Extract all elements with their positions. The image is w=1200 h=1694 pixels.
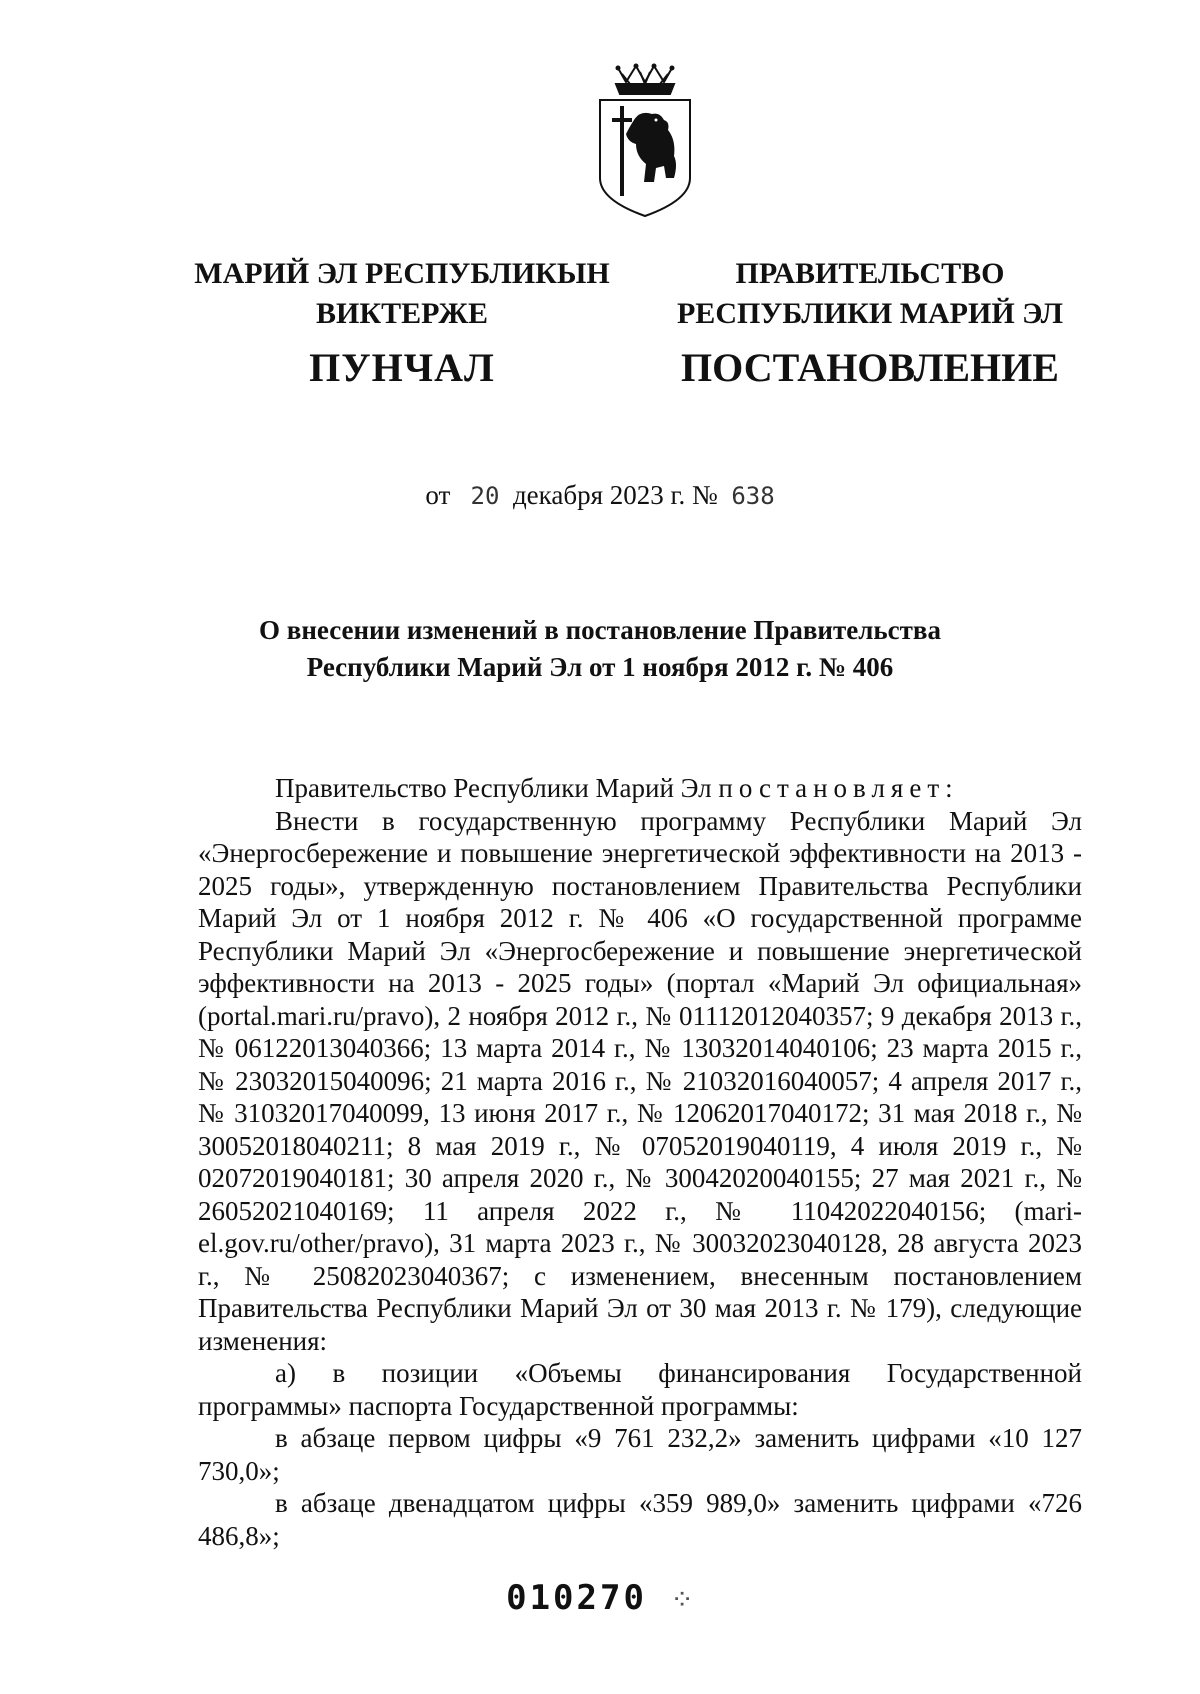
header-left-line1: МАРИЙ ЭЛ РЕСПУБЛИКЫН — [194, 257, 610, 290]
document-title — [0, 612, 1200, 686]
intro-paragraph — [198, 772, 1082, 805]
paragraph-item-a: а) в позиции «Объемы финансирования Государственной программы» паспорта Государственной программы: — [198, 1358, 1082, 1421]
intro-decree-word: постановляет: — [718, 773, 959, 803]
date-month-year: декабря 2023 г. № — [512, 480, 718, 510]
header-right-title: ПОСТАНОВЛЕНИЕ — [681, 345, 1059, 390]
document-date-line — [0, 480, 1200, 511]
header-left-title: ПУНЧАЛ — [309, 345, 495, 390]
coat-of-arms-emblem — [590, 60, 700, 220]
serial-number-stamp — [0, 1578, 1200, 1618]
stamp-mark-icon: ⁘ — [670, 1583, 694, 1616]
header-right-line2: РЕСПУБЛИКИ МАРИЙ ЭЛ — [676, 297, 1063, 330]
document-number: 638 — [731, 482, 775, 510]
paragraph-twelfth-abzac: в абзаце двенадцатом цифры «359 989,0» заменить цифрами «726 486,8»; — [198, 1488, 1082, 1551]
serial-number: 010270 — [506, 1578, 647, 1618]
date-prefix: от — [425, 480, 451, 510]
date-day: 20 — [470, 482, 500, 510]
document-body — [198, 772, 1082, 1552]
paragraph-main: Внести в государственную программу Республики Марий Эл «Энергосбережение и повышение энергетической эффективности на 2013 - 2025 годы», утвержденную постановлением Правительства Республики Марий Эл от 1 ноября 2012 г. № 406 «О государственной программе Республики Марий Эл «Энергосбережение и повышение энергетической эффективности на 2013 - 2025 годы» (портал «Марий Эл официальная» (portal.mari.ru/pravo), 2 ноября 2012 г., № 01112012040357; 9 декабря 2013 г., № 06122013040366; 13 марта 2014 г., № 13032014040106; 23 марта 2015 г., № 23032015040096; 21 марта 2016 г., № 21032016040057; 4 апреля 2017 г., № 31032017040099, 13 июня 2017 г., № 12062017040172; 31 мая 2018 г., № 30052018040211; 8 мая 2019 г., № 07052019040119, 4 июля 2019 г., № 02072019040181; 30 апреля 2020 г., № 30042020040155; 27 мая 2021 г., № 26052021040169; 11 апреля 2022 г., № 11042022040156; (mari-el.gov.ru/other/pravo), 31 марта 2023 г., № 30032023040128, 28 августа 2023 г., № 25082023040367; с изменением, внесенным постановлением Правительства Республики Марий Эл от 30 мая 2013 г. № 179), следующие изменения: — [198, 805, 1082, 1356]
intro-text: Правительство Республики Марий Эл — [275, 773, 719, 803]
header-right-line1: ПРАВИТЕЛЬСТВО — [735, 257, 1005, 290]
header-left-line2: ВИКТЕРЖЕ — [315, 297, 489, 330]
header-left-block — [182, 254, 622, 396]
document-title-line1: О внесении изменений в постановление Правительства — [259, 615, 941, 645]
document-title-line2: Республики Марий Эл от 1 ноября 2012 г. № 406 — [306, 652, 894, 682]
header-right-block — [660, 254, 1080, 396]
paragraph-first-abzac: в абзаце первом цифры «9 761 232,2» заменить цифрами «10 127 730,0»; — [198, 1423, 1082, 1486]
